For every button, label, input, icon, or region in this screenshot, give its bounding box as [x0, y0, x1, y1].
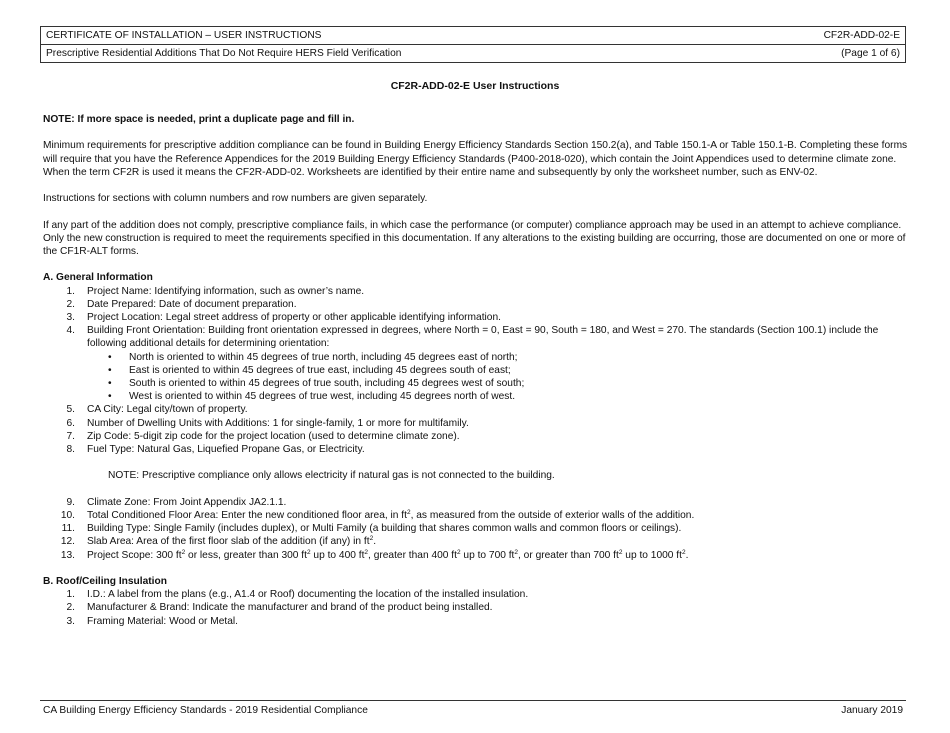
section-a-list-continued — [43, 496, 909, 562]
list-item: 2. Date Prepared: Date of document preparation. — [66, 298, 297, 310]
list-item: 5. CA City: Legal city/town of property. — [66, 404, 248, 416]
section-b-title: B. Roof/Ceiling Insulation — [43, 576, 167, 587]
intro-paragraph-1: Minimum requirements for prescriptive addition compliance can be found in Building Energy Efficiency Standards Section 150.2(a), and Table 150.1-A or Table 150.1-B. Completing these forms will require that you have the Reference Appendices for the 2019 Building Energy Efficiency Standards (P400-2018-020), which contain the Joint Appendices used to determine climate zone. When the term CF2R is used it means the CF2R-ADD-02. Worksheets are identified by their entire name and subsequently by only the worksheet number, such as ENV-02. — [43, 140, 908, 178]
section-a-title: A. General Information — [43, 272, 153, 284]
header-row-title — [41, 27, 905, 44]
list-item: 2. Manufacturer & Brand: Indicate the manufacturer and brand of the product being installed. — [66, 602, 493, 614]
form-title: CERTIFICATE OF INSTALLATION – USER INSTRUCTIONS — [46, 30, 322, 41]
fuel-type-note: NOTE: Prescriptive compliance only allows electricity if natural gas is not connected to the building. — [108, 470, 555, 482]
list-item: 3. Project Location: Legal street address of property or other applicable identifying information. — [66, 311, 501, 323]
header-row-subtitle — [41, 44, 905, 62]
footer-standards: CA Building Energy Efficiency Standards - 2019 Residential Compliance — [43, 705, 368, 716]
form-code: CF2R-ADD-02-E — [823, 30, 900, 41]
page-number: (Page 1 of 6) — [841, 48, 900, 59]
document-title: CF2R-ADD-02-E User Instructions — [390, 80, 560, 92]
page-footer — [40, 700, 906, 717]
list-item: 3. Framing Material: Wood or Metal. — [66, 615, 238, 627]
form-header — [40, 26, 906, 63]
bullet-item: • South is oriented to within 45 degrees of true south, including 45 degrees west of south; — [43, 377, 909, 390]
list-item: 7. Zip Code: 5-digit zip code for the project location (used to determine climate zone). — [66, 430, 460, 442]
section-a-list — [43, 285, 909, 457]
bullet-item: • East is oriented to within 45 degrees of true east, including 45 degrees south of east; — [43, 364, 909, 377]
list-item: 4. Building Front Orientation: Building front orientation expressed in degrees, where North = 0, East = 90, South = 180, and West = 270. The standards (Section 100.1) include the following additional details for determining orientation: • North is oriented to within 45 degrees of true north, including 45 degrees east of north; • East is oriented to within 45 degrees of true east, including 45 degrees south of east; • South is oriented to within 45 degrees of true south, including 45 degrees west of south; • West is oriented to within 45 degrees of true west, including 45 degrees north of west. — [43, 324, 909, 403]
list-item: 1. I.D.: A label from the plans (e.g., A1.4 or Roof) documenting the location of the installed insulation. — [66, 589, 529, 601]
intro-paragraph-2: Instructions for sections with column numbers and row numbers are given separately. — [43, 193, 428, 205]
space-note: NOTE: If more space is needed, print a duplicate page and fill in. — [43, 114, 355, 125]
section-b-list — [43, 588, 909, 628]
document-body — [43, 113, 909, 628]
list-item: 1. Project Name: Identifying information, such as owner’s name. — [66, 285, 365, 297]
list-item: 13. Project Scope: 300 $ft^2$ or less, greater than 300 $ft^2$ up to 400 $ft^2$, greater than 400 $ft^2$ up to 700 $ft^2$, or greater than 700 $ft^2$ up to 1000 $ft^2$. — [60, 548, 689, 561]
orientation-bullets — [43, 351, 909, 404]
list-item: 6. Number of Dwelling Units with Additions: 1 for single-family, 1 or more for multifamily. — [66, 417, 469, 429]
form-subtitle: Prescriptive Residential Additions That Do Not Require HERS Field Verification — [46, 48, 402, 59]
list-item: 11. Building Type: Single Family (includes duplex), or Multi Family (a building that shares common walls and common floors or ceilings). — [61, 523, 682, 535]
list-item: 12. Slab Area: Area of the first floor slab of the addition (if any) in $ft^2$. — [60, 535, 377, 548]
bullet-item: • North is oriented to within 45 degrees of true north, including 45 degrees east of north; — [43, 351, 909, 364]
footer-date: January 2019 — [841, 705, 903, 716]
bullet-item: • West is oriented to within 45 degrees of true west, including 45 degrees north of west. — [43, 390, 909, 403]
list-item: 8. Fuel Type: Natural Gas, Liquefied Propane Gas, or Electricity. — [66, 444, 365, 456]
list-item: 9. Climate Zone: From Joint Appendix JA2.1.1. — [66, 496, 287, 508]
intro-paragraph-3: If any part of the addition does not comply, prescriptive compliance fails, in which case the performance (or computer) compliance approach may be used in an attempt to achieve compliance. Only the new construction is required to meet the requirements specified in this documentation. If any alterations to the existing building are occurring, those are documented on one or more of the CF1R-ALT forms. — [43, 219, 906, 257]
list-item: 10. Total Conditioned Floor Area: Enter the new conditioned floor area, in $ft^2$, as measured from the outside of exterior walls of the addition. — [60, 509, 695, 521]
